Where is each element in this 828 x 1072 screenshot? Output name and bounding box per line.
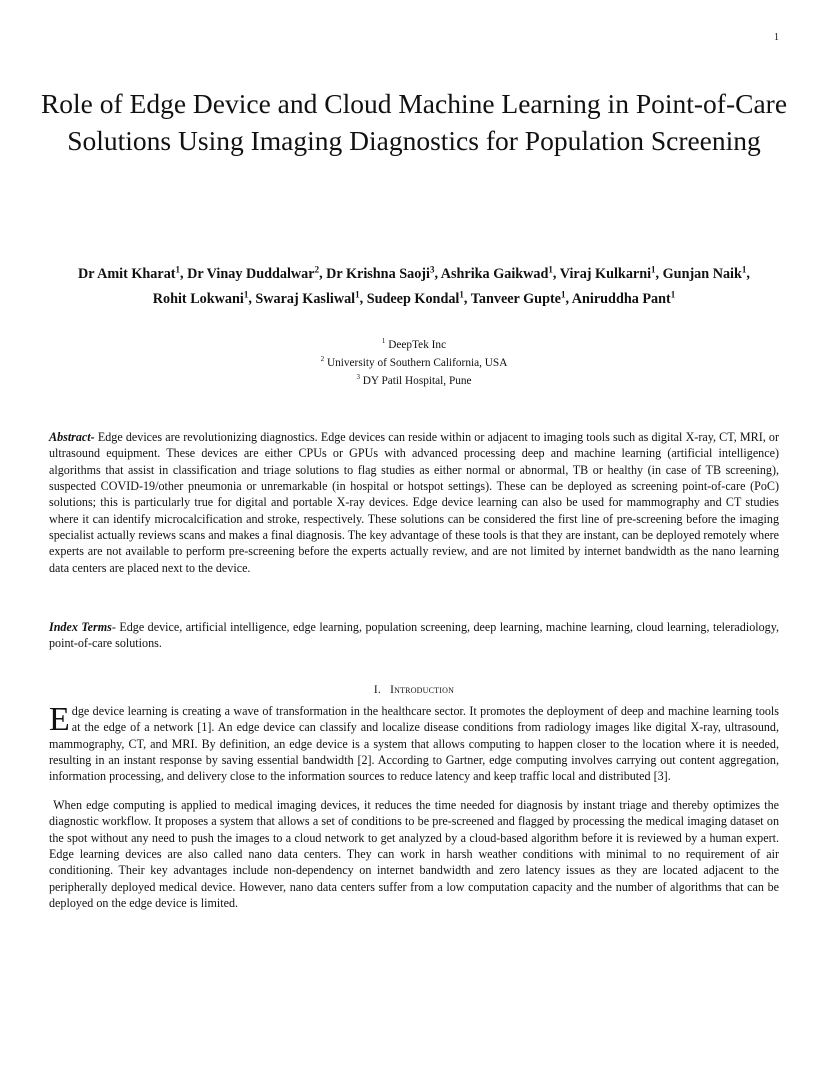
author xyxy=(153,291,249,307)
author-affiliation-mark: 3 xyxy=(429,264,435,274)
author xyxy=(560,266,656,282)
author xyxy=(663,266,747,282)
author-affiliation-mark: 1 xyxy=(243,289,249,300)
abstract-label: Abstract- xyxy=(49,430,95,444)
affiliation-number: 2 xyxy=(320,355,325,364)
section-title: Introduction xyxy=(390,684,455,696)
author xyxy=(572,291,675,307)
author-affiliation-mark: 1 xyxy=(670,289,676,300)
intro-paragraph-2 xyxy=(49,797,779,911)
author-name: Ashrika Gaikwad xyxy=(440,265,549,282)
page-number: 1 xyxy=(774,32,779,43)
author-affiliation-mark: 2 xyxy=(314,264,320,274)
author-affiliation-mark: 1 xyxy=(651,264,656,274)
affiliation xyxy=(40,352,788,370)
author-name: Tanveer Gupte xyxy=(470,290,561,307)
author-affiliation-mark: 1 xyxy=(560,289,566,300)
affiliation-number: 3 xyxy=(356,373,360,382)
author xyxy=(441,266,553,282)
author xyxy=(471,291,566,307)
author-list: Dr Amit Kharat$^1$, Dr Vinay Duddalwar$^2$, Dr Krishna Saoji$^3$, Ashrika Gaikwad$^1$, Viraj Kulkarni$^1$, Gunjan Naik$^1$, Rohit Lokwani$^1$, Swaraj Kasliwal$^1$, Sudeep Kondal$^1$, Tanveer Gupte$^1$, Aniruddha Pant$^1$ xyxy=(78,264,750,307)
intro-text-2: When edge computing is applied to medical imaging devices, it reduces the time needed for diagnosis by instant triage and thereby optimizes the diagnostic workflow. It proposes a system that allows a set of conditions to be pre-screened and flagged by processing the medical imaging dataset on the spot without any need to push the images to a cloud network to get analyzed by a cloud-based algorithm before it is reviewed by a human expert. Edge learning devices are also called nano data centers. They can work in harsh weather conditions with minimal to no requirement of air conditioning. Their key advantages include non-dependency on internet bandwidth and zero latency issues as they are located adjacent to the peripherally deployed medical device. However, nano data centers suffer from a low computation capacity and the number of algorithms that can be deployed on the edge device is limited. xyxy=(49,798,779,911)
author-name: Dr Krishna Saoji xyxy=(326,265,430,282)
affiliation-number: 1 xyxy=(381,337,386,345)
affiliation xyxy=(40,370,788,388)
author-affiliation-mark: 1 xyxy=(741,264,747,274)
affiliation-name: University of Southern California, USA xyxy=(326,356,508,369)
intro-paragraph-1 xyxy=(49,703,779,785)
author xyxy=(78,266,180,282)
paper-title: Role of Edge Device and Cloud Machine Learning in Point-of-Care Solutions Using Imaging Diagnostics for Population Screening xyxy=(40,88,788,156)
author xyxy=(367,291,464,307)
author-affiliation-mark: 1 xyxy=(548,264,553,274)
author-name: Rohit Lokwani xyxy=(152,290,244,307)
author xyxy=(326,266,434,282)
affiliation-list xyxy=(40,334,788,388)
author-name: Gunjan Naik xyxy=(662,265,742,282)
author-affiliation-mark: 1 xyxy=(459,289,464,300)
author-name: Aniruddha Pant xyxy=(571,290,671,307)
section-heading xyxy=(40,684,788,696)
abstract xyxy=(49,429,779,576)
author-name: Dr Amit Kharat xyxy=(78,265,176,282)
author-name: Viraj Kulkarni xyxy=(559,265,652,282)
section-number: I. xyxy=(373,684,381,696)
author-name: Dr Vinay Duddalwar xyxy=(187,265,315,282)
intro-text-1: dge device learning is creating a wave of transformation in the healthcare sector. It promotes the deployment of deep and machine learning tools at the edge of a network [1]. An edge device can classify and localize disease conditions from radiology images like digital X-ray, ultrasound, mammography, CT, and MRI. By definition, an edge device is a system that allows computing to happen closer to the location where it is needed, resulting in an instant response by saving essential bandwidth [2]. According to Gartner, edge computing involves carrying out content aggregation, information processing, and delivery close to the information sources to reduce latency and keep traffic local and distributed [3]. xyxy=(49,704,779,784)
author-name: Sudeep Kondal xyxy=(366,290,460,307)
index-terms-label: Index Terms xyxy=(49,620,112,634)
index-terms-text: - Edge device, artificial intelligence, edge learning, population screening, deep learning, machine learning, cloud learning, teleradiology, point-of-care solutions. xyxy=(49,620,779,651)
author-affiliation-mark: 1 xyxy=(175,264,181,274)
affiliation-name: DY Patil Hospital, Pune xyxy=(362,374,472,387)
affiliation xyxy=(40,334,788,352)
author-affiliation-mark: 1 xyxy=(355,289,360,300)
author-name: Swaraj Kasliwal xyxy=(255,290,356,307)
drop-cap: E xyxy=(49,701,70,738)
author xyxy=(255,291,359,307)
abstract-text: Edge devices are revolutionizing diagnostics. Edge devices can reside within or adjacent to imaging tools such as digital X-ray, CT, MRI, or ultrasound equipment. These devices are either CPUs or GPUs with advanced processing deep and machine learning (artificial intelligence) algorithms that assist in classification and triage solutions to flag studies as either normal or abnormal, TB or healthy (in case of TB screening), suspected COVID-19/other pneumonia or unremarkable (in hospital or hotspot settings). These can be deployed as screening point-of-care (PoC) solutions; this is particularly true for digital and portable X-ray devices. Edge device learning can also be used for mammography and CT studies where it can identify microcalcification and stroke, respectively. These solutions can be considered the first line of pre-screening before the imaging specialist actually reviews scans and makes a final diagnosis. The key advantage of these tools is that they are instant, can be deployed remotely where experts are not available to perform pre-screening before the experts actually review, and are not limited by internet bandwidth as the nano learning data centers are placed next to the device. xyxy=(49,430,779,575)
author xyxy=(187,266,319,282)
affiliation-name: DeepTek Inc xyxy=(388,338,447,351)
index-terms xyxy=(49,619,779,652)
